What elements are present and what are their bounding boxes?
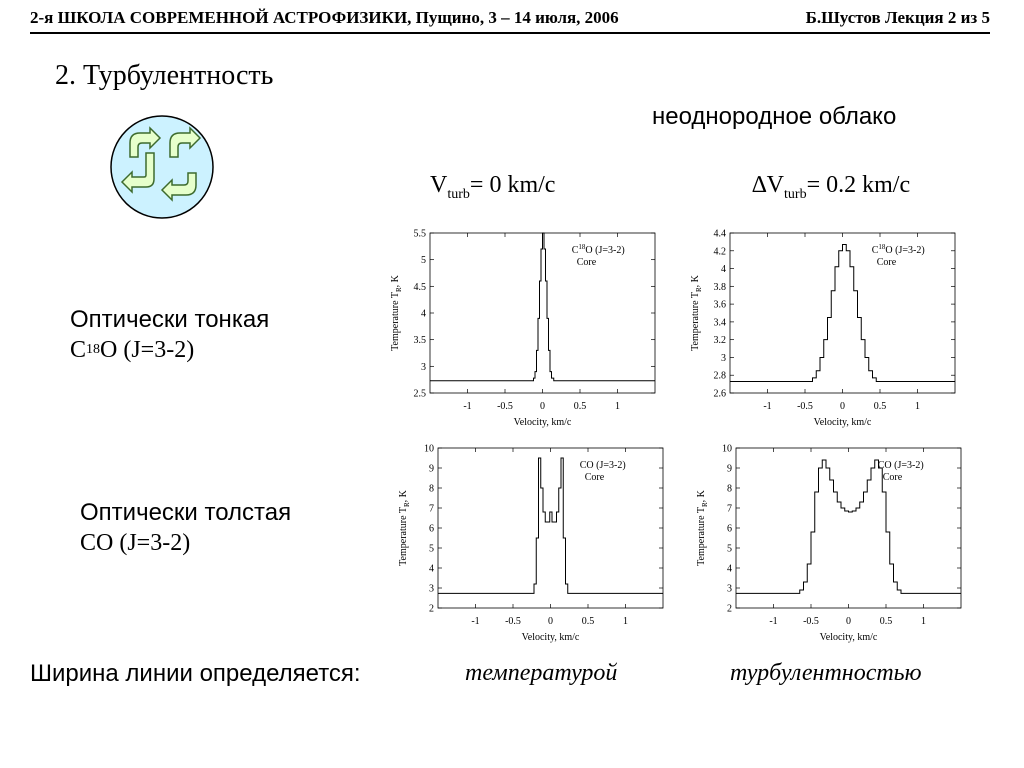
y-tick-label: 2 bbox=[727, 603, 732, 615]
chart-co-vturb-0 bbox=[386, 440, 668, 648]
plot-frame bbox=[438, 448, 663, 608]
y-tick-label: 10 bbox=[722, 443, 732, 455]
y-tick-label: 5.5 bbox=[413, 228, 426, 240]
y-tick-label: 2 bbox=[429, 603, 434, 615]
y-tick-label: 5 bbox=[429, 543, 434, 555]
plot-frame bbox=[736, 448, 961, 608]
turbulence-cloud-icon bbox=[108, 113, 216, 221]
plot-frame bbox=[730, 233, 955, 393]
y-tick-label: 3.5 bbox=[413, 335, 426, 347]
y-tick-label: 4 bbox=[727, 563, 732, 575]
y-tick-label: 8 bbox=[429, 483, 434, 495]
x-tick-label: -0.5 bbox=[497, 401, 513, 412]
header-divider bbox=[30, 32, 990, 34]
x-axis-label: Velocity, km/c bbox=[813, 417, 872, 428]
x-tick-label: -0.5 bbox=[797, 401, 813, 412]
y-tick-label: 7 bbox=[429, 503, 434, 515]
bottom-label: Ширина линии определяется: bbox=[30, 660, 361, 687]
y-axis-label: Temperature $T_R$, K bbox=[690, 275, 703, 351]
y-tick-label: 3 bbox=[727, 583, 732, 595]
x-tick-label: -1 bbox=[471, 616, 480, 627]
x-tick-label: 0 bbox=[846, 616, 851, 627]
y-tick-label: 3.2 bbox=[713, 335, 726, 347]
column-label-vturb-02: $\Delta V_{turb}= 0.2$ km/c bbox=[752, 172, 911, 202]
x-tick-label: -0.5 bbox=[505, 616, 521, 627]
y-tick-label: 4 bbox=[421, 308, 426, 320]
y-tick-label: 5 bbox=[727, 543, 732, 555]
chart-subtitle: Core bbox=[882, 472, 903, 483]
section-title: 2. Турбулентность bbox=[55, 60, 274, 91]
y-tick-label: 9 bbox=[727, 463, 732, 475]
plot-frame bbox=[430, 233, 655, 393]
chart-subtitle: Core bbox=[876, 257, 897, 268]
y-tick-label: 3.4 bbox=[713, 317, 726, 329]
y-tick-label: 3 bbox=[721, 352, 726, 364]
spectral-line bbox=[730, 245, 955, 382]
y-tick-label: 3.8 bbox=[713, 281, 726, 293]
y-tick-label: 3 bbox=[429, 583, 434, 595]
y-tick-label: 5 bbox=[421, 255, 426, 267]
y-tick-label: 2.5 bbox=[413, 388, 426, 400]
chart-subtitle: Core bbox=[576, 257, 597, 268]
y-tick-label: 4.5 bbox=[413, 281, 426, 293]
chart-subtitle: Core bbox=[584, 472, 605, 483]
y-axis-label: Temperature $T_R$, K bbox=[390, 275, 403, 351]
y-tick-label: 6 bbox=[727, 523, 732, 535]
chart-title: CO (J=3-2) bbox=[877, 460, 924, 471]
x-tick-label: 1 bbox=[915, 401, 920, 412]
spectral-line bbox=[438, 458, 663, 593]
y-tick-label: 4.4 bbox=[713, 228, 726, 240]
x-tick-label: -1 bbox=[463, 401, 472, 412]
x-tick-label: 1 bbox=[623, 616, 628, 627]
x-tick-label: -0.5 bbox=[803, 616, 819, 627]
y-tick-label: 9 bbox=[429, 463, 434, 475]
y-tick-label: 6 bbox=[429, 523, 434, 535]
y-tick-label: 7 bbox=[727, 503, 732, 515]
x-axis-label: Velocity, km/c bbox=[513, 417, 572, 428]
x-tick-label: 0.5 bbox=[581, 616, 595, 627]
chart-c18o-vturb-02 bbox=[678, 225, 960, 433]
y-axis-label: Temperature $T_R$, K bbox=[696, 490, 709, 566]
x-tick-label: 0 bbox=[840, 401, 845, 412]
x-tick-label: 0.5 bbox=[879, 616, 893, 627]
x-tick-label: 1 bbox=[921, 616, 926, 627]
cloud-circle bbox=[111, 116, 213, 218]
chart-co-vturb-02 bbox=[684, 440, 966, 648]
y-tick-label: 10 bbox=[424, 443, 434, 455]
chart-c18o-vturb-0 bbox=[378, 225, 660, 433]
bottom-turbulence: турбулентностью bbox=[730, 660, 922, 686]
y-tick-label: 3 bbox=[421, 361, 426, 373]
header-lecture: Б.Шустов Лекция 2 из 5 bbox=[805, 8, 990, 27]
y-tick-label: 2.8 bbox=[713, 370, 726, 382]
x-tick-label: 0 bbox=[548, 616, 553, 627]
bottom-temperature: температурой bbox=[465, 660, 618, 686]
chart-title: $C^{18}O$ (J=3-2) bbox=[571, 243, 625, 256]
chart-title: $C^{18}O$ (J=3-2) bbox=[871, 243, 925, 256]
x-tick-label: 0 bbox=[540, 401, 545, 412]
x-tick-label: 1 bbox=[615, 401, 620, 412]
spectral-line bbox=[736, 460, 961, 593]
chart-title: CO (J=3-2) bbox=[579, 460, 626, 471]
header-course: 2-я ШКОЛА СОВРЕМЕННОЙ АСТРОФИЗИКИ, Пущино, 3 – 14 июля, 2006 bbox=[30, 8, 619, 27]
slide-header bbox=[30, 8, 990, 32]
x-tick-label: 0.5 bbox=[873, 401, 887, 412]
x-tick-label: 0.5 bbox=[573, 401, 587, 412]
row-label-thick: Оптически толстая CO (J=3-2) bbox=[80, 499, 292, 556]
y-tick-label: 4.2 bbox=[713, 246, 726, 258]
x-tick-label: -1 bbox=[769, 616, 778, 627]
row-label-thin: Оптически тонкая $C^{18}O$ (J=3-2) bbox=[70, 306, 270, 363]
y-axis-label: Temperature $T_R$, K bbox=[398, 490, 411, 566]
x-tick-label: -1 bbox=[763, 401, 772, 412]
y-tick-label: 4 bbox=[429, 563, 434, 575]
x-axis-label: Velocity, km/c bbox=[819, 632, 878, 643]
x-axis-label: Velocity, km/c bbox=[521, 632, 580, 643]
y-tick-label: 3.6 bbox=[713, 299, 726, 311]
y-tick-label: 4 bbox=[721, 264, 726, 276]
column-label-vturb-0: $V_{turb}= 0$ km/c bbox=[430, 172, 556, 202]
y-tick-label: 2.6 bbox=[713, 388, 726, 400]
cloud-label: неоднородное облако bbox=[652, 103, 897, 130]
y-tick-label: 8 bbox=[727, 483, 732, 495]
